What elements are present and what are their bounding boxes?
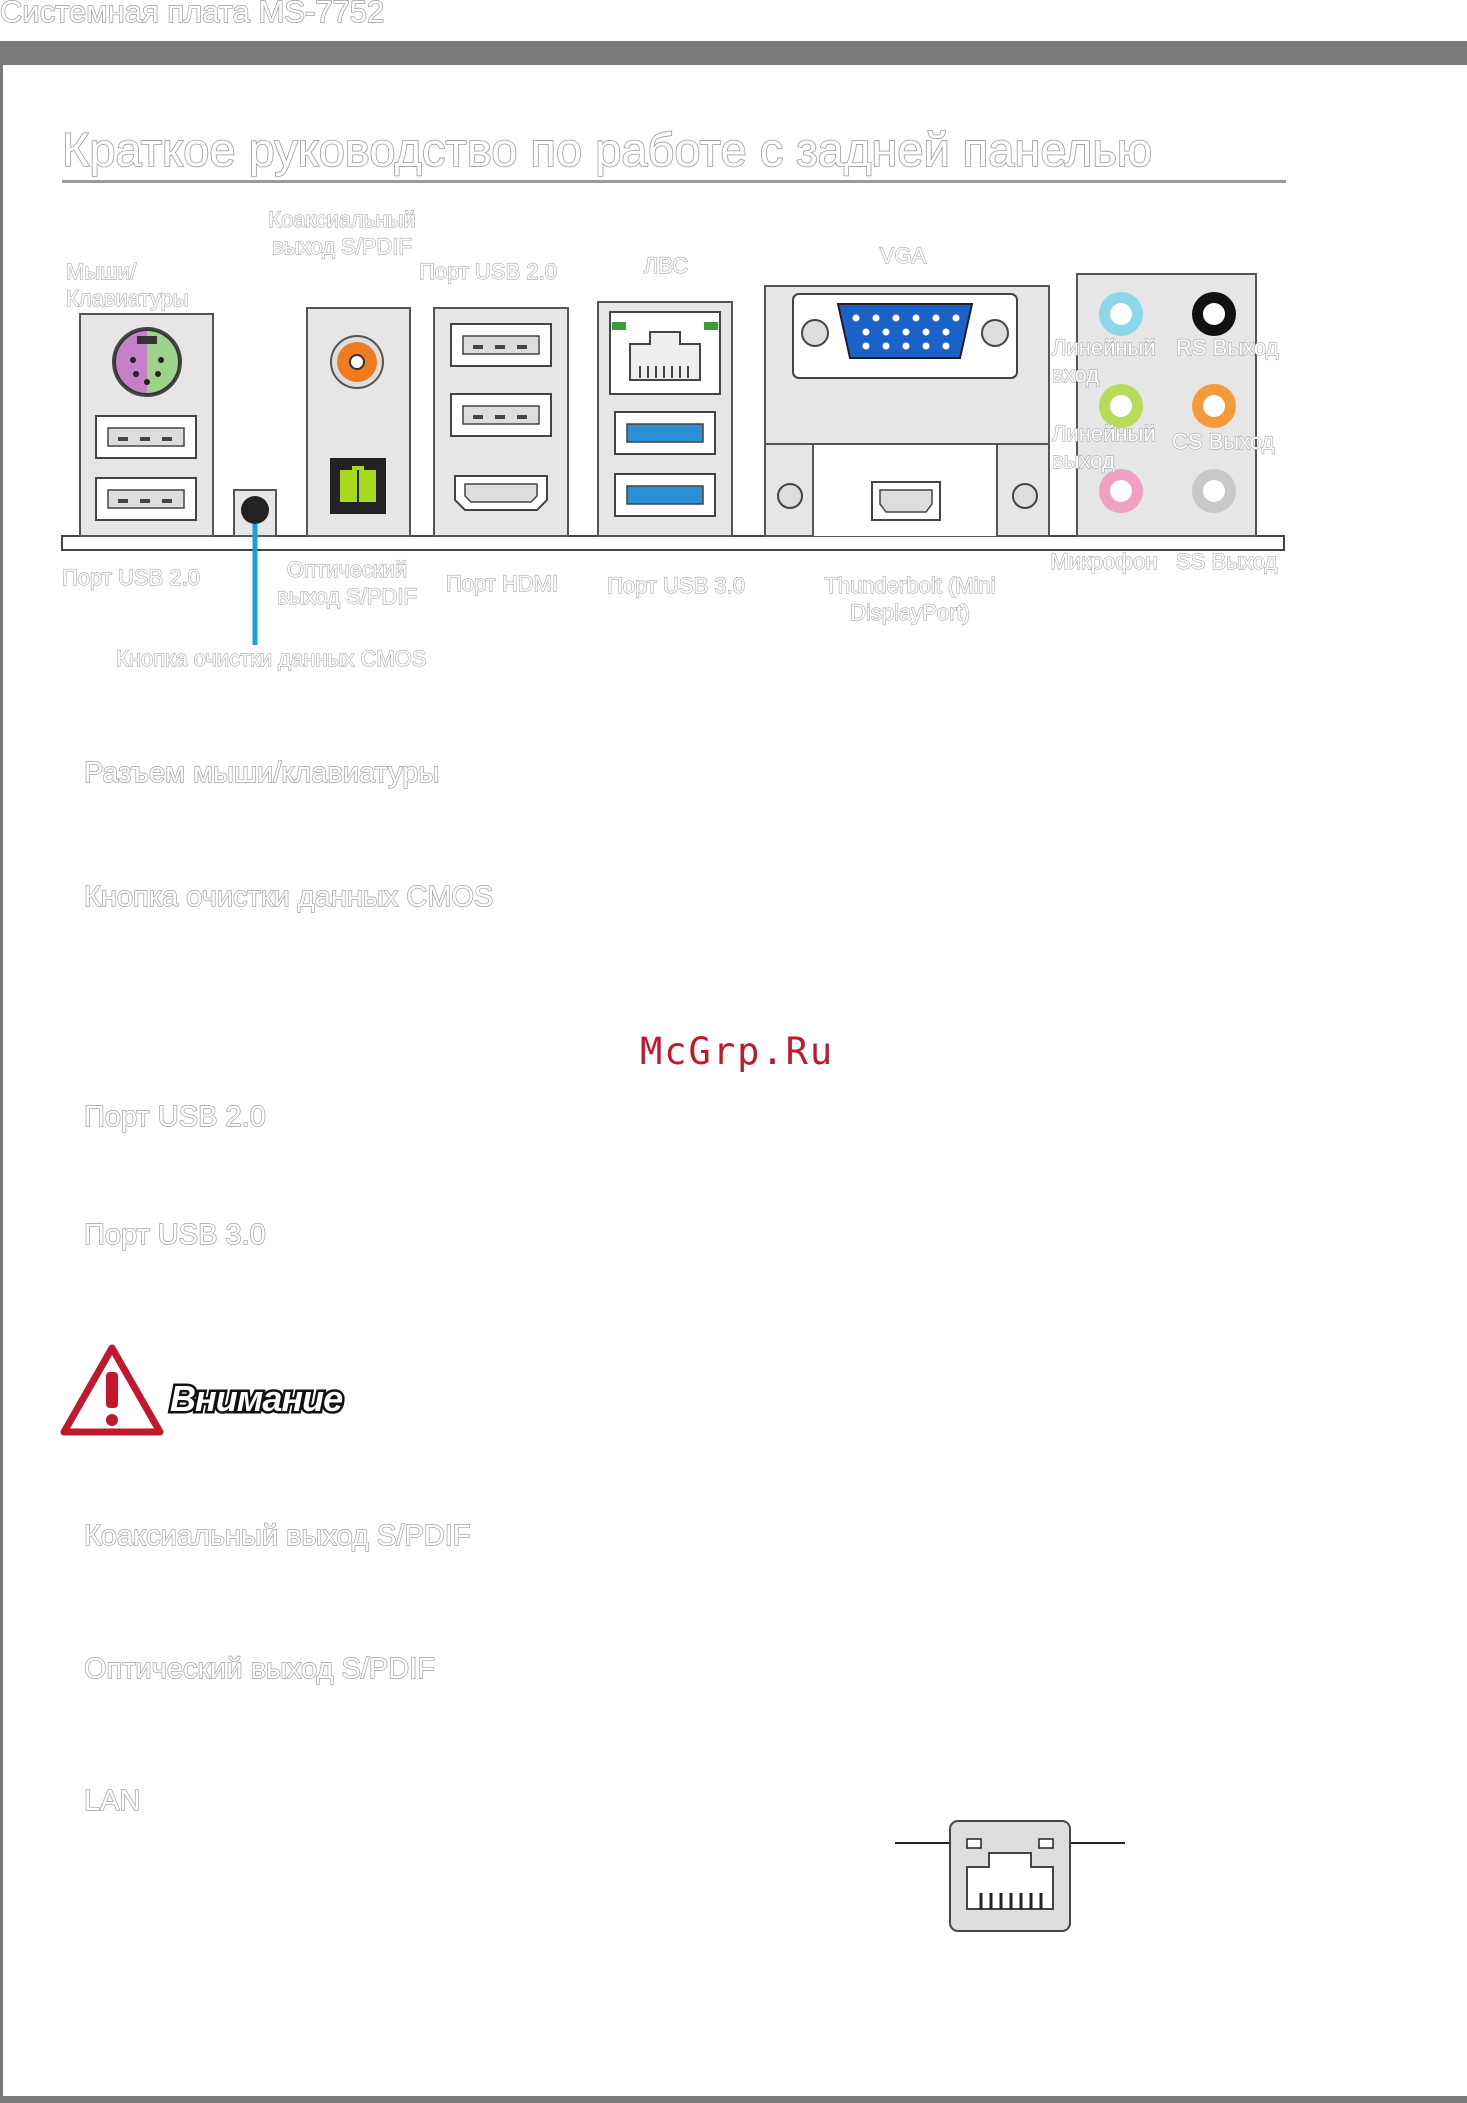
audio-block	[1077, 274, 1256, 536]
usb2-port-icon	[451, 324, 551, 366]
label-line-in: Линейный вход	[1052, 335, 1156, 387]
lan-port-illustration	[895, 1815, 1125, 1935]
label-ss-out: SS Выход	[1176, 549, 1278, 574]
label-cs-out: CS Выход	[1172, 429, 1275, 454]
lan-usb3-block	[598, 302, 732, 536]
label-optical-spdif: Оптический выход S/PDIF	[277, 557, 417, 609]
spdif-block	[307, 308, 410, 536]
warning-label: Внимание	[170, 1378, 343, 1419]
vga-thunderbolt-block	[765, 286, 1049, 536]
label-vga-top: VGA	[879, 243, 927, 268]
lan-port-icon	[610, 312, 720, 394]
label-usb2-top: Порт USB 2.0	[419, 259, 557, 284]
thunderbolt-port-icon	[872, 482, 940, 520]
label-rs-out: RS Выход	[1176, 335, 1279, 360]
label-lan-top: ЛВС	[643, 253, 689, 278]
warning-triangle-icon	[60, 1344, 164, 1436]
section-heading: Порт USB 3.0	[84, 1219, 266, 1251]
label-mouse-keyboard: Мыши/ Клавиатуры	[66, 259, 189, 311]
title-underline	[62, 180, 1286, 183]
page-title: Краткое руководство по работе с задней панелью	[62, 123, 1153, 176]
label-mic: Микрофон	[1050, 549, 1158, 574]
label-thunderbolt: Thunderbolt (Mini DisplayPort)	[824, 573, 996, 625]
document-header: Системная плата MS-7752	[0, 0, 385, 29]
hdmi-port-icon	[455, 476, 547, 510]
label-line-out: Линейный выход	[1052, 421, 1156, 473]
label-usb3: Порт USB 3.0	[607, 573, 745, 598]
bottom-border	[0, 2096, 1467, 2103]
usb3-port-icon	[615, 474, 715, 516]
usb2-port-icon	[451, 394, 551, 436]
usb3-port-icon	[615, 412, 715, 454]
section-heading: Разъем мыши/клавиатуры	[84, 757, 440, 789]
section-heading: Порт USB 2.0	[84, 1101, 266, 1133]
section-heading: Оптический выход S/PDIF	[84, 1653, 435, 1685]
usb2-port-icon	[96, 478, 196, 520]
section-heading: LAN	[84, 1785, 141, 1817]
watermark: McGrp.Ru	[640, 1030, 835, 1073]
usb-hdmi-block	[434, 308, 568, 536]
label-coax-spdif: Коаксиальный выход S/PDIF	[268, 207, 416, 259]
header-bar	[0, 41, 1467, 65]
label-cmos-button: Кнопка очистки данных CMOS	[116, 646, 427, 671]
label-usb2-bottom: Порт USB 2.0	[62, 565, 200, 590]
cmos-button-icon	[234, 490, 276, 645]
section-heading: Кнопка очистки данных CMOS	[84, 881, 494, 913]
label-hdmi: Порт HDMI	[445, 571, 559, 596]
usb2-port-icon	[96, 416, 196, 458]
section-heading: Коаксиальный выход S/PDIF	[84, 1520, 471, 1552]
ps2-usb-block	[80, 314, 213, 536]
